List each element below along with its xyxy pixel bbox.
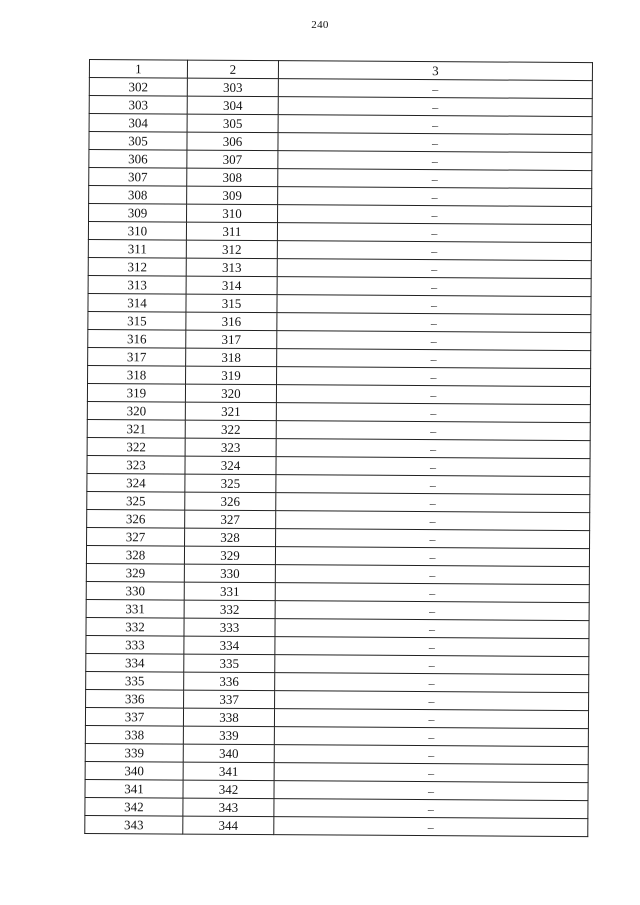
cell-col-1: 316 — [88, 329, 186, 348]
cell-col-1: 313 — [88, 275, 186, 294]
cell-col-1: 309 — [89, 204, 187, 223]
cell-col-3: – — [274, 745, 588, 765]
cell-col-1: 337 — [85, 707, 183, 726]
cell-col-1: 317 — [88, 347, 186, 366]
cell-col-1: 324 — [87, 473, 185, 492]
cell-col-1: 331 — [86, 599, 184, 618]
cell-col-1: 314 — [88, 293, 186, 312]
cell-col-3: – — [277, 259, 591, 279]
cell-col-2: 323 — [185, 438, 276, 457]
cell-col-2: 343 — [183, 798, 274, 817]
column-header: 1 — [89, 60, 187, 79]
table-row — [85, 815, 588, 836]
cell-col-1: 319 — [87, 383, 185, 402]
cell-col-1: 339 — [85, 743, 183, 762]
cell-col-2: 337 — [184, 690, 275, 709]
cell-col-3: – — [274, 817, 588, 837]
cell-col-1: 330 — [86, 581, 184, 600]
cell-col-1: 303 — [89, 96, 187, 115]
cell-col-3: – — [276, 403, 590, 423]
cell-col-3: – — [277, 349, 591, 369]
cell-col-1: 335 — [86, 671, 184, 690]
cell-col-3: – — [275, 601, 589, 621]
cell-col-1: 328 — [86, 545, 184, 564]
cell-col-2: 319 — [186, 366, 277, 385]
page-number: 240 — [311, 19, 329, 31]
cell-col-2: 344 — [183, 816, 274, 835]
table-body — [85, 78, 593, 837]
cell-col-2: 307 — [187, 150, 278, 169]
cell-col-2: 318 — [186, 348, 277, 367]
cell-col-3: – — [276, 421, 590, 441]
cell-col-2: 306 — [187, 132, 278, 151]
cell-col-3: – — [278, 97, 592, 117]
cell-col-2: 313 — [186, 258, 277, 277]
cell-col-1: 332 — [86, 617, 184, 636]
cell-col-3: – — [274, 763, 588, 783]
cell-col-2: 332 — [184, 600, 275, 619]
column-header: 2 — [187, 60, 278, 79]
cell-col-1: 315 — [88, 311, 186, 330]
cell-col-2: 310 — [187, 204, 278, 223]
cell-col-2: 333 — [184, 618, 275, 637]
cell-col-2: 329 — [184, 546, 275, 565]
cell-col-1: 323 — [87, 455, 185, 474]
cell-col-3: – — [274, 727, 588, 747]
cell-col-3: – — [276, 511, 590, 531]
cell-col-1: 327 — [87, 527, 185, 546]
cell-col-3: – — [278, 205, 592, 225]
cell-col-1: 320 — [87, 401, 185, 420]
cell-col-1: 311 — [88, 239, 186, 258]
cell-col-1: 312 — [88, 257, 186, 276]
cell-col-3: – — [276, 439, 590, 459]
cell-col-1: 322 — [87, 437, 185, 456]
data-table — [84, 59, 593, 837]
cell-col-3: – — [276, 457, 590, 477]
cell-col-1: 306 — [89, 150, 187, 169]
cell-col-2: 303 — [187, 78, 278, 97]
cell-col-3: – — [275, 655, 589, 675]
cell-col-3: – — [278, 115, 592, 135]
cell-col-1: 341 — [85, 779, 183, 798]
cell-col-3: – — [277, 241, 591, 261]
cell-col-3: – — [277, 367, 591, 387]
cell-col-1: 307 — [89, 168, 187, 187]
cell-col-2: 309 — [187, 186, 278, 205]
cell-col-2: 316 — [186, 312, 277, 331]
cell-col-1: 338 — [85, 725, 183, 744]
cell-col-2: 305 — [187, 114, 278, 133]
cell-col-2: 334 — [184, 636, 275, 655]
cell-col-3: – — [274, 781, 588, 801]
cell-col-2: 324 — [185, 456, 276, 475]
cell-col-3: – — [276, 385, 590, 405]
cell-col-2: 330 — [184, 564, 275, 583]
cell-col-1: 318 — [88, 365, 186, 384]
cell-col-2: 320 — [185, 384, 276, 403]
cell-col-2: 335 — [184, 654, 275, 673]
cell-col-1: 310 — [88, 222, 186, 241]
cell-col-2: 315 — [186, 294, 277, 313]
cell-col-1: 333 — [86, 635, 184, 654]
cell-col-2: 336 — [184, 672, 275, 691]
cell-col-1: 302 — [89, 78, 187, 97]
cell-col-2: 308 — [187, 168, 278, 187]
cell-col-2: 312 — [186, 240, 277, 259]
column-header: 3 — [278, 61, 592, 81]
cell-col-3: – — [277, 331, 591, 351]
cell-col-3: – — [276, 529, 590, 549]
cell-col-2: 304 — [187, 96, 278, 115]
cell-col-1: 325 — [87, 491, 185, 510]
cell-col-3: – — [276, 475, 590, 495]
cell-col-2: 321 — [185, 402, 276, 421]
cell-col-3: – — [276, 493, 590, 513]
cell-col-3: – — [277, 313, 591, 333]
cell-col-1: 343 — [85, 815, 183, 834]
cell-col-2: 339 — [183, 726, 274, 745]
cell-col-3: – — [278, 133, 592, 153]
cell-col-2: 326 — [185, 492, 276, 511]
cell-col-3: – — [278, 169, 592, 189]
cell-col-1: 305 — [89, 132, 187, 151]
cell-col-3: – — [275, 547, 589, 567]
cell-col-2: 342 — [183, 780, 274, 799]
cell-col-1: 336 — [86, 689, 184, 708]
cell-col-1: 340 — [85, 761, 183, 780]
cell-col-2: 338 — [183, 708, 274, 727]
cell-col-1: 308 — [89, 186, 187, 205]
cell-col-2: 314 — [186, 276, 277, 295]
cell-col-3: – — [275, 691, 589, 711]
cell-col-3: – — [275, 583, 589, 603]
cell-col-2: 341 — [183, 762, 274, 781]
cell-col-3: – — [277, 223, 591, 243]
cell-col-2: 322 — [185, 420, 276, 439]
cell-col-3: – — [278, 187, 592, 207]
cell-col-3: – — [275, 565, 589, 585]
cell-col-2: 327 — [185, 510, 276, 529]
cell-col-3: – — [274, 799, 588, 819]
cell-col-2: 331 — [184, 582, 275, 601]
cell-col-1: 334 — [86, 653, 184, 672]
cell-col-1: 321 — [87, 419, 185, 438]
cell-col-1: 342 — [85, 797, 183, 816]
cell-col-2: 317 — [186, 330, 277, 349]
cell-col-3: – — [277, 277, 591, 297]
cell-col-3: – — [275, 673, 589, 693]
cell-col-2: 325 — [185, 474, 276, 493]
cell-col-3: – — [277, 295, 591, 315]
cell-col-2: 311 — [186, 222, 277, 241]
cell-col-1: 304 — [89, 114, 187, 133]
cell-col-3: – — [275, 619, 589, 639]
cell-col-2: 340 — [183, 744, 274, 763]
cell-col-3: – — [278, 79, 592, 99]
cell-col-3: – — [275, 637, 589, 657]
cell-col-1: 329 — [86, 563, 184, 582]
cell-col-3: – — [274, 709, 588, 729]
cell-col-2: 328 — [185, 528, 276, 547]
cell-col-3: – — [278, 151, 592, 171]
cell-col-1: 326 — [87, 509, 185, 528]
